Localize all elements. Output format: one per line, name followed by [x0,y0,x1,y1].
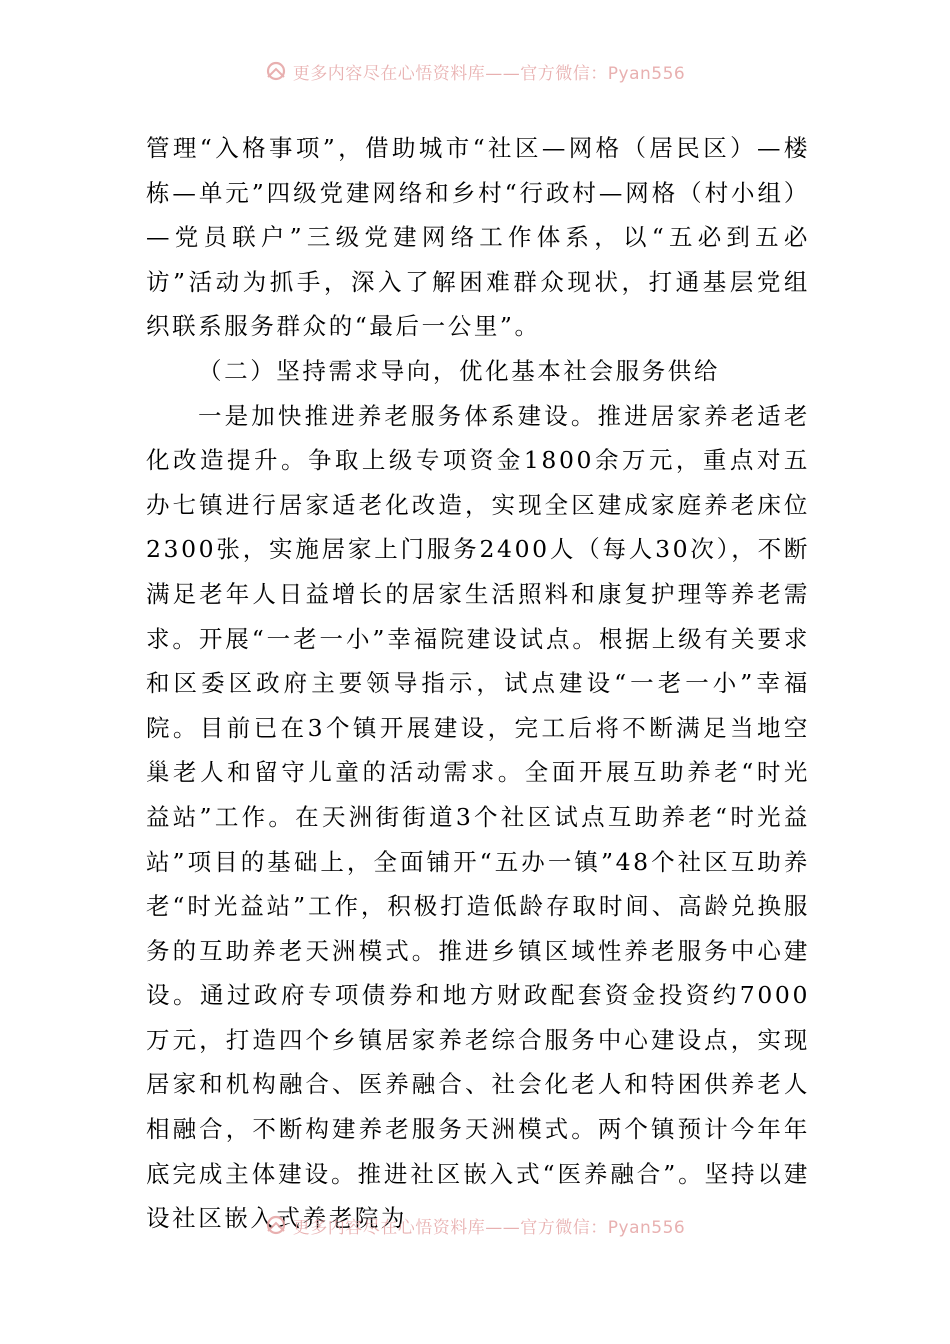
logo-icon [265,1214,287,1236]
section-heading: （二）坚持需求导向，优化基本社会服务供给 [198,356,720,385]
logo-icon [265,60,287,82]
header-watermark [0,56,950,86]
footer-watermark [0,1210,950,1240]
document-body [146,126,810,1241]
watermark-text: 更多内容尽在心悟资料库——官方微信：Pyan556 [292,63,686,84]
watermark-text: 更多内容尽在心悟资料库——官方微信：Pyan556 [292,1217,686,1238]
paragraph: 一是加快推进养老服务体系建设。推进居家养老适老化改造提升。争取上级专项资金1800余万元，重点对五办七镇进行居家适老化改造，实现全区建成家庭养老床位2300张，实施居家上门服务2400人（每人30次），不断满足老年人日益增长的居家生活照料和康复护理等养老需求。开展“一老一小”幸福院建设试点。根据上级有关要求和区委区政府主要领导指示，试点建设“一老一小”幸福院。目前已在3个镇开展建设，完工后将不断满足当地空巢老人和留守儿童的活动需求。全面开展互助养老“时光益站”工作。在天洲街街道3个社区试点互助养老“时光益站”项目的基础上，全面铺开“五办一镇”48个社区互助养老“时光益站”工作，积极打造低龄存取时间、高龄兑换服务的互助养老天洲模式。推进乡镇区域性养老服务中心建设。通过政府专项债券和地方财政配套资金投资约7000万元，打造四个乡镇居家养老综合服务中心建设点，实现居家和机构融合、医养融合、社会化老人和特困供养老人相融合，不断构建养老服务天洲模式。两个镇预计今年年底完成主体建设。推进社区嵌入式“医养融合”。坚持以建设社区嵌入式养老院为 [146,401,810,1233]
paragraph: 管理“入格事项”，借助城市“社区—网格（居民区）—楼栋—单元”四级党建网络和乡村“行政村—网格（村小组）—党员联户”三级党建网络工作体系，以“五必到五必访”活动为抓手，深入了解困难群众现状，打通基层党组织联系服务群众的“最后一公里”。 [146,134,810,341]
